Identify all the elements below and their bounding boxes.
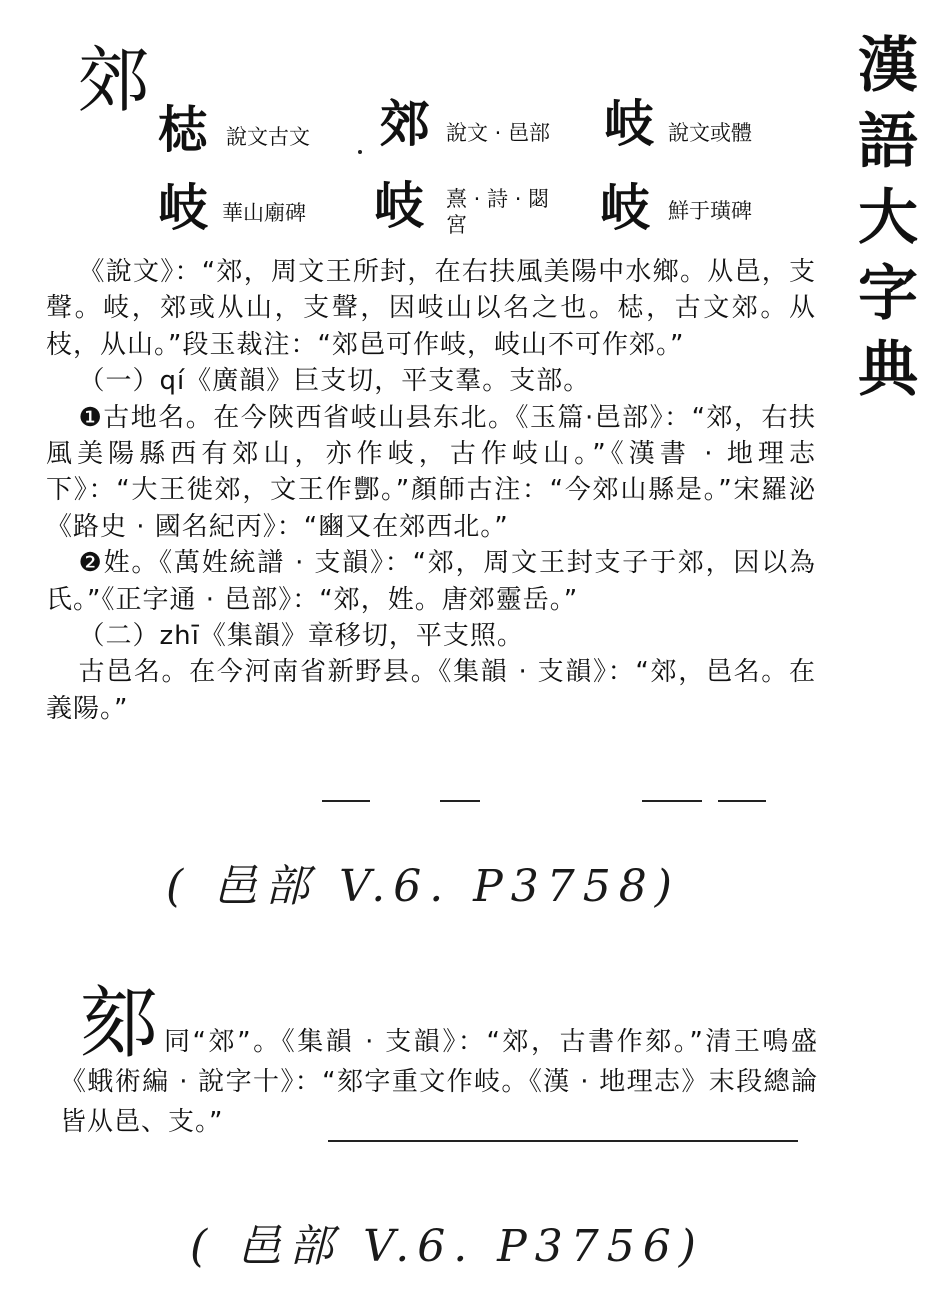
- entry2-headword: 郂: [80, 979, 159, 1069]
- form-glyph-2: 郊: [380, 95, 430, 153]
- form-label-5b: 宮: [446, 213, 467, 237]
- rule-segment: [328, 1140, 798, 1142]
- separator-dot: [358, 150, 362, 154]
- entry1-para-2: （一）qí《廣韻》巨支切，平支羣。支部。: [78, 366, 591, 397]
- entry1-body: [46, 254, 816, 727]
- form-glyph-1: 梽: [158, 101, 208, 159]
- entry1-para-5: （二）zhī《集韻》章移切，平支照。: [78, 621, 524, 652]
- form-glyph-4: 岐: [158, 179, 208, 237]
- entry1-headword: 郊: [78, 38, 151, 122]
- rule-segment: [322, 800, 370, 802]
- form-label-2: 說文 · 邑部: [446, 121, 551, 145]
- title-char-3: 大: [858, 183, 918, 253]
- dictionary-title: [848, 28, 928, 408]
- handwritten-reference-2: ( 邑部 V.6. P3756): [190, 1221, 704, 1272]
- title-char-1: 漢: [858, 31, 918, 101]
- entry1-para-4: ❷姓。《萬姓統譜 · 支韻》：“郊，周文王封支子于郊，因以為氏。”《正字通 · 邑部》：“郊，姓。唐郊靈岳。”: [46, 548, 816, 615]
- entry1-para-3: ❶古地名。在今陝西省岐山县东北。《玉篇·邑部》：“郊，右扶風美陽縣西有郊山，亦作岐，古作岐山。”《漢書 · 地理志下》：“大王徙郊，文王作酆。”顏師古注：“今郊山縣是。”宋羅泌《路史 · 國名紀丙》：“豳又在郊西北。”: [46, 402, 816, 542]
- title-char-5: 典: [858, 335, 918, 405]
- entry2-body: 同“郊”。《集韻 · 支韻》：“郊，古書作郂。”清王鳴盛《蛾術編 · 說字十》：“郂字重文作岐。《漢 · 地理志》末段總論皆从邑、支。”: [60, 1027, 818, 1137]
- rule-segment: [718, 800, 766, 802]
- rule-segment: [642, 800, 702, 802]
- form-glyph-3: 岐: [604, 95, 654, 153]
- form-label-1: 說文古文: [226, 125, 310, 149]
- entry1-para-6: 古邑名。在今河南省新野县。《集韻 · 支韻》：“郊，邑名。在義陽。”: [46, 657, 816, 724]
- handwritten-reference-1: ( 邑部 V.6. P3758): [166, 861, 680, 912]
- form-label-4: 華山廟碑: [222, 201, 306, 225]
- form-label-5a: 熹 · 詩 · 閟: [446, 187, 550, 211]
- form-label-6: 鮮于璜碑: [668, 199, 752, 223]
- form-glyph-5: 岐: [374, 177, 424, 235]
- form-label-3: 說文或體: [668, 121, 752, 145]
- title-char-4: 字: [858, 259, 918, 329]
- rule-segment: [440, 800, 480, 802]
- form-glyph-6: 岐: [600, 179, 650, 237]
- entry1-para-1: 《說文》：“郊，周文王所封，在右扶風美陽中水鄉。从邑，支聲。岐，郊或从山，支聲，因岐山以名之也。梽，古文郊。从枝，从山。”段玉裁注：“郊邑可作岐，岐山不可作郊。”: [46, 257, 816, 360]
- title-char-2: 語: [858, 107, 918, 177]
